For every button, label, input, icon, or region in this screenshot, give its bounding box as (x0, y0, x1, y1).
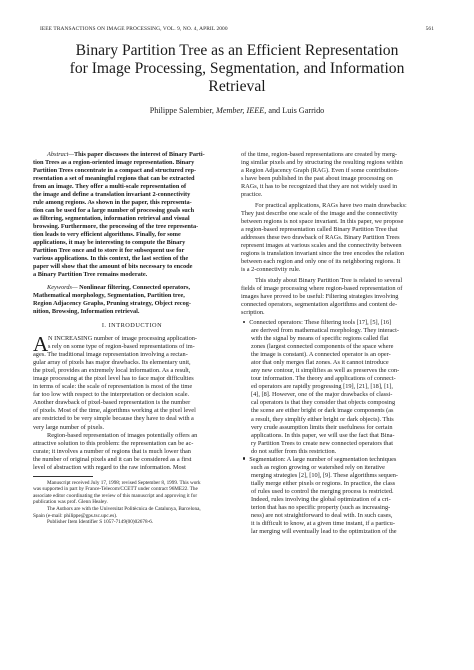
author-name: Philippe Salembier, (149, 106, 214, 115)
title-line: Binary Partition Tree as an Efficient Representation (75, 42, 399, 59)
abstract (33, 151, 231, 279)
footnote-line: publication was prof. Glenn Healey. (33, 499, 108, 506)
body-line: images have proved to be useful: Filtering strategies involving (241, 293, 399, 301)
intro-line: the pixel, provides an extremely local information. As a result, (33, 367, 191, 375)
footnote-line: associate editor coordinating the review of this manuscript and approving it for (33, 492, 198, 499)
body-line: ator that only merges flat zones. As it cannot introduce (251, 359, 389, 367)
title-line: for Image Processing, Segmentation, and Information (69, 60, 405, 78)
intro-line: Another drawback of pixel-based representation is the number (33, 399, 191, 407)
intro-line: ages. The traditional image representation involving a rectan- (33, 351, 188, 359)
intro-line: attractive solution to this problem: the representation can be ac- (33, 439, 194, 447)
body-line: do not suffer from this restriction. (251, 447, 337, 455)
intro-line: are restricted to be very simple because they have to deal with a (33, 415, 194, 423)
index-terms-line: Mathematical morphology, Segmentation, Partition tree, (33, 292, 185, 300)
body-line: fields of image processing where region-based representation of (241, 285, 403, 293)
body-line: Segmentation: A large number of segmentation techniques (249, 455, 397, 463)
abstract-line: paper will show that the amount of bits necessary to encode (33, 263, 193, 271)
paragraph (241, 202, 439, 274)
title-line: Retrieval (208, 78, 266, 96)
body-line: such as region growing or watershed rely on iterative (251, 463, 385, 471)
body-line: connected operators, segmentation algorithms and content de- (241, 301, 398, 309)
intro-line: image processing at the pixel level has to face major difficulties (33, 375, 194, 383)
intro-line: s rely on some type of region-based representations of im- (48, 343, 195, 351)
intro-line: the number of original pixels and it can be considered as a first (33, 455, 192, 463)
footnote-line: Spain (e-mail: philippe@gps.tsc.upc.es). (33, 512, 118, 519)
body-line: with the signal by means of specific regions called flat (251, 335, 389, 343)
abstract-line: applications, it may be interesting to compute the Binary (33, 239, 186, 247)
bullet-icon (243, 321, 245, 323)
abstract-label: Abstract— (47, 151, 74, 158)
abstract-line: a Binary Partition Tree remains moderate. (33, 271, 148, 279)
intro-line: gular array of pixels has major drawbacks. Its elementary unit, (33, 359, 191, 367)
body-line: are derived from mathematical morphology. They interact- (251, 327, 399, 335)
bullet-icon (243, 457, 245, 459)
footnote (33, 480, 231, 526)
index-terms-line: Region Adjacency Graphs, Pruning strategy, Object recog- (33, 300, 191, 308)
body-line: cal operators is that they consider that objects composing (251, 399, 396, 407)
body-line: of the time, region-based representations are created by merg- (241, 151, 398, 158)
body-line: tially merge either pixels or regions. In practice, the class (251, 479, 396, 487)
body-line: regions is translation invariant since the tree encodes the relation (241, 250, 405, 258)
abstract-line: from an image. They offer a multi-scale representation of (33, 183, 187, 191)
body-line: between each region and only one of its neighboring regions. It (241, 258, 401, 266)
intro-line: N INCREASING number of image processing application- (48, 335, 197, 343)
body-line: practice. (241, 191, 263, 199)
abstract-line: Partition Tree once and to store it for subsequent use for (33, 247, 185, 255)
body-line: zones (largest connected components of the space where (251, 343, 394, 351)
body-line: lar merging will eventually lead to the optimization of the (251, 527, 397, 535)
body-line: applications. In this paper, we will use the fact that Bina- (251, 431, 395, 439)
body-line: between regions is not space invariant. In this paper, we propose (241, 218, 404, 226)
left-column (33, 151, 231, 526)
intro-line: very large number of pixels. (33, 423, 105, 431)
body-line: represent images at various scales and the connectivity between (241, 242, 402, 250)
paragraph (241, 277, 439, 317)
intro-paragraph-2 (33, 432, 231, 472)
index-terms-line: Nonlinear filtering, Connected operators, (77, 284, 191, 292)
body-line: a Region Adjacency Graph (RAG). Even if some contribution- (241, 167, 399, 175)
abstract-line: browsing. Furthermore, the processing of the tree representa- (33, 223, 199, 231)
body-line: terion that has no specific property (such as increasing- (251, 503, 391, 511)
author-line (30, 106, 444, 115)
body-line: of rules used to control the merging process is restricted. (251, 487, 394, 495)
footnote-line: was supported in part by France-Telecom/CCETT under contract 96ME22. The (33, 486, 198, 493)
footnote-line: The Authors are with the Universitat Politècnica de Catalunya, Barcelona, (47, 505, 201, 512)
paper-title (30, 42, 444, 97)
body-line: addresses these two drawback of RAGs. Binary Partition Trees (241, 234, 400, 242)
body-line: a region-based representation called Binary Partition Tree that (241, 226, 398, 234)
abstract-line: various applications. In this context, the last section of the (33, 255, 189, 263)
body-line: ing similar pixels and by structuring the resulting regions within (241, 159, 403, 167)
body-line: s have been published in the past about image processing on (241, 175, 393, 183)
body-line: any new contour, it simplifies as well as preserves the con- (251, 367, 400, 375)
body-line: For practical applications, RAGs have two main drawbacks: (255, 202, 407, 210)
body-line: ry Partition Trees to create new connected operators that (251, 439, 393, 447)
intro-paragraph (33, 332, 231, 431)
abstract-line: resentation a set of meaningful regions that can be extracted (33, 175, 195, 183)
intro-line: in terms of scale: the scale of representation is most of the time (33, 383, 193, 391)
body-line: the scene are either bright or dark image components (as (251, 407, 394, 415)
body-line: ness) are not straightforward to deal with. In such cases, (251, 511, 393, 519)
body-line: very crude assumption limits their usefulness for certain (251, 423, 393, 431)
abstract-line: the image and define a translation invariant 2-connectivity (33, 191, 191, 199)
body-line: RAGs, it has to be recognized that they are not widely used in (241, 183, 398, 191)
right-column (241, 151, 439, 536)
author-role: Member, IEEE, (216, 106, 267, 115)
drop-cap: A (33, 332, 49, 357)
intro-line: curate; it involves a number of regions that is much lower than (33, 447, 191, 455)
body-line: a result, they simplify either bright or dark objects). This (251, 415, 394, 423)
abstract-line: rule among regions. As shown in the paper, this representa- (33, 199, 192, 207)
body-line: Connected operators: These filtering tools [17], [5], [16] (249, 319, 392, 327)
abstract-line: tion leads to very efficient algorithms. Finally, for some (33, 231, 181, 239)
footnote-line: Manuscript received July 17, 1998; revised September 8, 1999. This work (47, 479, 201, 486)
section-heading: I. INTRODUCTION (101, 322, 163, 330)
index-terms (33, 284, 231, 316)
abstract-line: Partition Trees concentrate in a compact and structured rep- (33, 167, 197, 175)
body-line: is a 2-connectivity rule. (241, 266, 301, 274)
body-line: merging strategies [2], [10], [9]. These algorithms sequen- (251, 471, 399, 479)
paragraph (241, 151, 439, 199)
intro-line: of pixels. Most of the time, algorithms working at the pixel level (33, 407, 196, 415)
intro-line: far too low with respect to the interpretation or decision scale. (33, 391, 190, 399)
body-line: Indeed, rules involving the global optimization of a cri- (251, 495, 391, 503)
journal-name: IEEE TRANSACTIONS ON IMAGE PROCESSING, VOL. 9, NO. 4, APRIL 2000 (40, 26, 228, 32)
body-line: This study about Binary Partition Tree is related to several (255, 277, 403, 285)
footnote-rule (33, 476, 93, 477)
body-line: the image is constant). A connected operator is an oper- (251, 351, 391, 359)
intro-line: level of abstraction with regard to the raw information. Most (33, 463, 186, 471)
body-line: tour information. The theory and applications of connect- (251, 375, 396, 383)
page-number: 561 (425, 26, 434, 32)
body-line: ed operators are rapidly progressing [19], [21], [18], [1], (251, 383, 393, 391)
abstract-line: This paper discusses the interest of Binary Parti- (73, 151, 205, 158)
abstract-line: as filtering, segmentation, information retrieval and visual (33, 215, 190, 223)
body-line: [4], [8]. However, one of the major drawbacks of classi- (251, 391, 393, 399)
index-terms-label: Keywords— (47, 284, 78, 292)
author-name: and Luis Garrido (268, 106, 325, 115)
bullet-item (241, 456, 439, 536)
body-line: it is difficult to know, at a given time instant, if a particu- (251, 519, 395, 527)
abstract-line: tion can be used for a large number of processing goals such (33, 207, 195, 215)
body-line: scription. (241, 309, 265, 317)
intro-line: Region-based representation of images potentially offers an (47, 431, 198, 439)
bullet-item (241, 319, 439, 455)
index-terms-line: nition, Browsing, Information retrieval. (33, 308, 140, 316)
abstract-line: tion Trees as a region-oriented image representation. Binary (33, 159, 195, 167)
footnote-line: Publisher Item Identifier S 1057-7149(00)02678-6. (47, 519, 154, 526)
body-line: They just describe one scale of the image and the connectivity (241, 210, 398, 218)
